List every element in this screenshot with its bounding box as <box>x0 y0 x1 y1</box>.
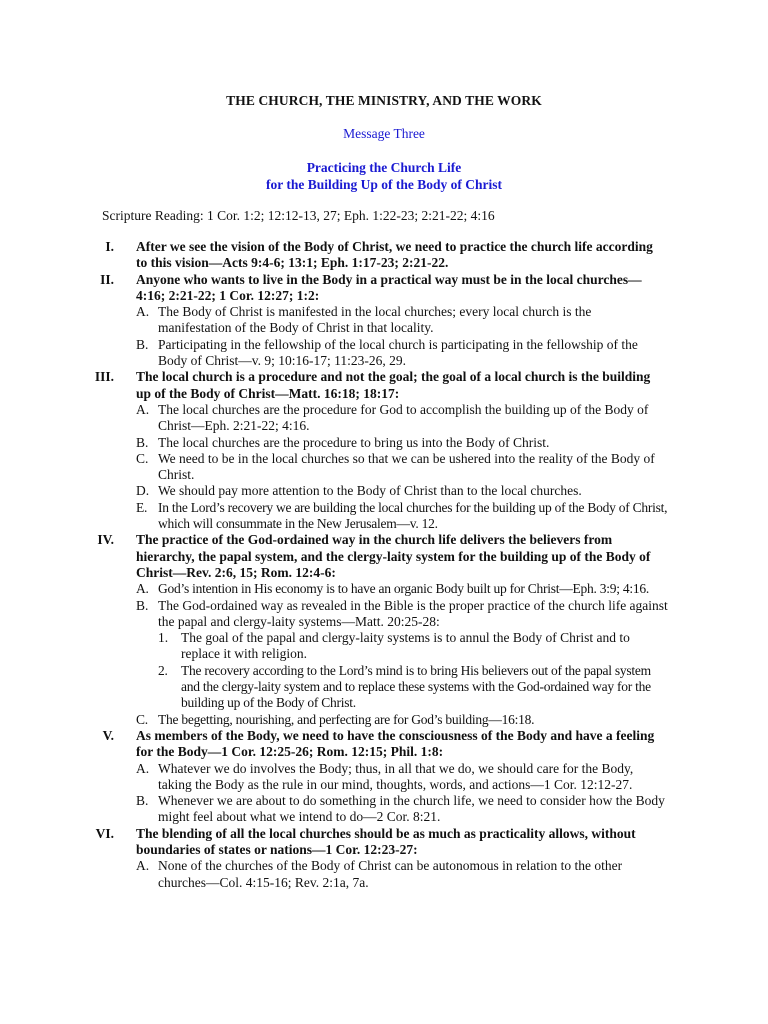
outline-subsubpoint <box>0 663 667 712</box>
outline-point <box>0 826 666 859</box>
outline-subpoint <box>0 304 668 337</box>
point-number: III. <box>94 369 114 385</box>
subsubpoint-number: 1. <box>158 630 169 646</box>
outline-point <box>0 369 666 402</box>
subpoint-letter: A. <box>136 581 149 597</box>
scripture-reading: Scripture Reading: 1 Cor. 1:2; 12:12-13, 27; Eph. 1:22-23; 2:21-22; 4:16 <box>102 208 495 223</box>
outline-subpoint <box>0 858 668 891</box>
outline-subpoint <box>0 337 668 370</box>
subpoint-text: God’s intention in His economy is to have an organic Body built up for Christ—Eph. 3:9; 4:16. <box>158 581 649 597</box>
point-number: V. <box>102 727 114 743</box>
subpoint-text: None of the churches of the Body of Christ can be autonomous in relation to the other churches—Col. 4:15-16; Rev. 2:1a, 7a. <box>158 858 623 890</box>
subpoint-text: Participating in the fellowship of the local church is participating in the fellowship of the Body of Christ—v. 9; 10:16-17; 11:23-26, 29. <box>158 336 638 369</box>
document-title: THE CHURCH, THE MINISTRY, AND THE WORK <box>226 93 542 108</box>
subpoint-text: The God-ordained way as revealed in the Bible is the proper practice of the church life against the papal and clergy-laity systems—Matt. 20:25-28: <box>158 597 668 629</box>
subsubpoint-text: The recovery according to the Lord’s mind is to bring His believers out of the papal system and the clergy-laity system and to replace these systems with the God-ordained way for the building up of the Body of Christ. <box>181 662 651 711</box>
point-text: Anyone who wants to live in the Body in a practical way must be in the local churches—4:16; 2:21-22; 1 Cor. 12:27; 1:2: <box>136 271 642 303</box>
subpoint-text: Whatever we do involves the Body; thus, in all that we do, we should care for the Body, taking the Body as the rule in our mind, thoughts, words, and actions—1 Cor. 12:12-27. <box>158 760 634 792</box>
subpoint-text: The local churches are the procedure for God to accomplish the building up of the Body of Christ—Eph. 2:21-22; 4:16. <box>158 401 649 434</box>
outline-subpoint <box>0 435 668 451</box>
outline-point <box>0 532 666 581</box>
subpoint-text: In the Lord’s recovery we are building the local churches for the building up of the Body of Christ, which will consummate in the New Jerusalem—v. 12. <box>158 499 668 532</box>
outline-subpoint <box>0 451 668 484</box>
message-subtitle <box>0 160 768 193</box>
point-text: The blending of all the local churches should be as much as practicality allows, without boundaries of states or nations—1 Cor. 12:23-27: <box>136 825 636 857</box>
outline-subpoint <box>0 581 668 597</box>
outline-subpoint <box>0 793 668 826</box>
point-text: After we see the vision of the Body of Christ, we need to practice the church life according to this vision—Acts 9:4-6; 13:1; Eph. 1:17-23; 2:21-22. <box>136 239 653 271</box>
point-number: VI. <box>95 825 114 841</box>
outline-subpoint <box>0 712 668 728</box>
point-text: The local church is a procedure and not the goal; the goal of a local church is the building up of the Body of Christ—Matt. 16:18; 18:17: <box>136 369 651 401</box>
subpoint-letter: E. <box>136 499 148 515</box>
subpoint-letter: A. <box>136 304 150 320</box>
outline-subsubpoint <box>0 630 667 663</box>
outline <box>0 239 768 891</box>
subpoint-letter: C. <box>136 711 148 727</box>
point-text: As members of the Body, we need to have the consciousness of the Body and have a feeling for the Body—1 Cor. 12:25-26; Rom. 12:15; Phil. 1:8: <box>136 727 655 760</box>
subpoint-letter: C. <box>136 450 149 466</box>
subpoint-text: We should pay more attention to the Body of Christ than to the local churches. <box>158 483 582 499</box>
outline-subpoint <box>0 761 668 794</box>
subtitle-line-1: Practicing the Church Life <box>306 160 462 175</box>
message-number: Message Three <box>343 126 425 141</box>
outline-point <box>0 272 666 305</box>
subpoint-text: The local churches are the procedure to bring us into the Body of Christ. <box>158 434 550 450</box>
subsubpoint-number: 2. <box>158 662 168 678</box>
point-number: II. <box>100 271 114 287</box>
subpoint-text: The Body of Christ is manifested in the local churches; every local church is the manifestation of the Body of Christ in that locality. <box>158 304 592 336</box>
subpoint-letter: A. <box>136 401 150 417</box>
subpoint-text: The begetting, nourishing, and perfecting are for God’s building—16:18. <box>158 711 535 727</box>
outline-subpoint <box>0 500 668 533</box>
subpoint-text: Whenever we are about to do something in the church life, we need to consider how the Body might feel about what we intend to do—2 Cor. 8:21. <box>158 793 665 825</box>
outline-subpoint <box>0 402 668 435</box>
outline-subpoint <box>0 483 668 499</box>
subpoint-letter: A. <box>136 760 150 776</box>
subpoint-letter: D. <box>136 483 150 499</box>
point-number: I. <box>105 239 114 254</box>
subpoint-letter: A. <box>136 858 150 874</box>
subpoint-letter: B. <box>136 434 149 450</box>
point-number: IV. <box>97 532 114 548</box>
subtitle-line-2: for the Building Up of the Body of Christ <box>265 176 503 192</box>
subpoint-letter: B. <box>136 793 149 809</box>
subpoint-letter: B. <box>136 336 149 352</box>
subpoint-text: We need to be in the local churches so that we can be ushered into the reality of the Body of Christ. <box>158 450 655 483</box>
point-text: The practice of the God-ordained way in the church life delivers the believers from hierarchy, the papal system, and the clergy-laity system for the building up of the Body of Christ—Rev. 2:6, 15; Rom. 12:4-6: <box>136 532 651 580</box>
outline-point <box>0 728 666 761</box>
outline-point <box>0 239 666 272</box>
outline-subpoint <box>0 598 668 631</box>
subpoint-letter: B. <box>136 597 149 613</box>
subsubpoint-text: The goal of the papal and clergy-laity systems is to annul the Body of Christ and to replace it with religion. <box>181 630 630 662</box>
